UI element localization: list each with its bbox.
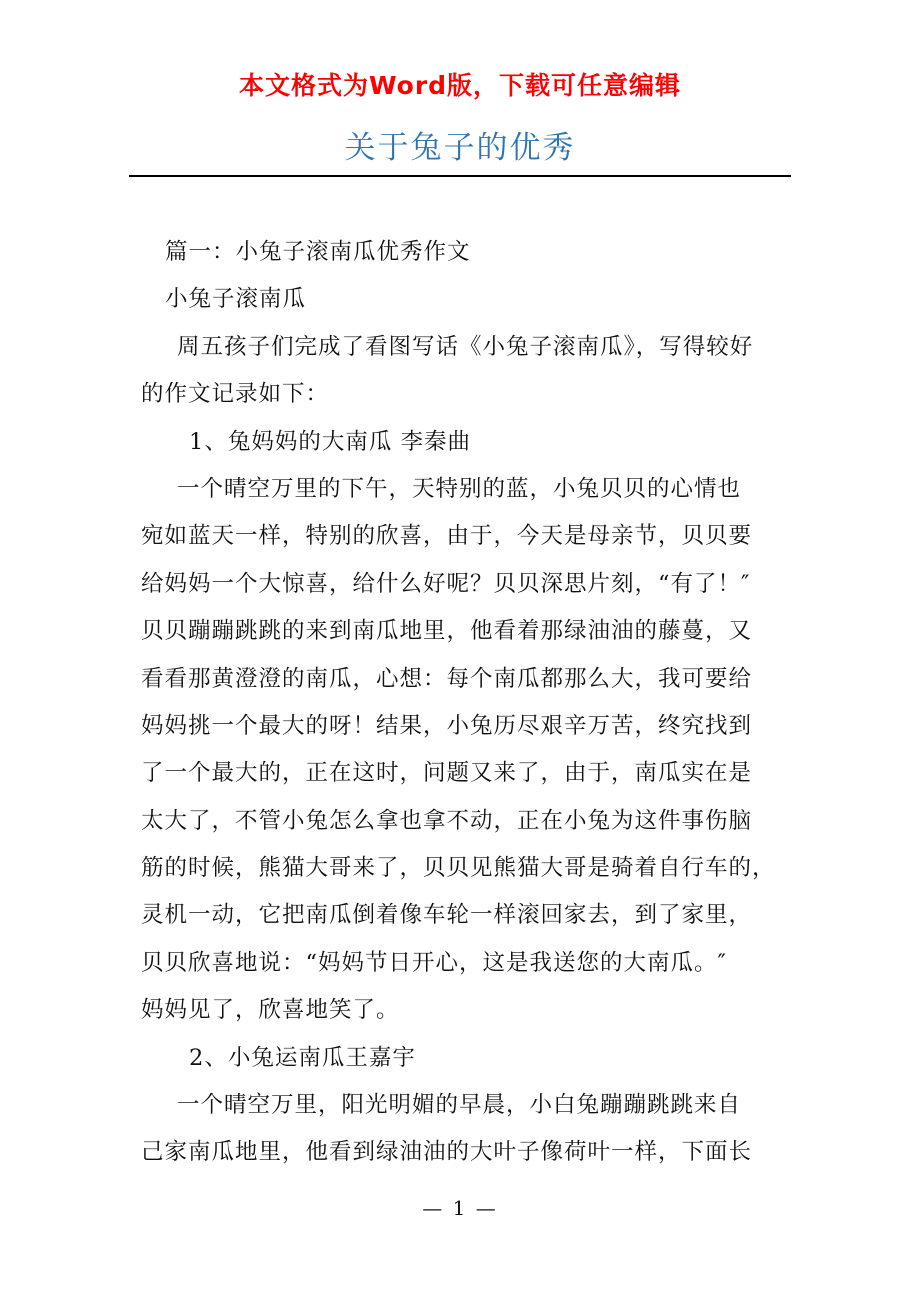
text-line: 贝贝蹦蹦跳跳的来到南瓜地里，他看着那绿油油的藤蔓，又	[141, 618, 753, 645]
text-line: 2、小兔运南瓜王嘉宇	[189, 1044, 416, 1071]
text-line: 篇一：小兔子滚南瓜优秀作文	[165, 239, 471, 265]
text-line: 给妈妈一个大惊喜，给什么好呢？贝贝深思片刻，“有了！″	[141, 570, 751, 597]
text-line: 看看那黄澄澄的南瓜，心想：每个南瓜都那么大，我可要给	[141, 665, 753, 692]
text-line: 的作文记录如下：	[141, 381, 330, 408]
format-notice-banner: 本文格式为Word版，下载可任意编辑	[238, 71, 682, 100]
text-line: 一个晴空万里的下午，天特别的蓝，小兔贝贝的心情也	[177, 475, 742, 502]
text-line: 周五孩子们完成了看图写话《小兔子滚南瓜》，写得较好	[177, 333, 754, 360]
document-body	[141, 232, 801, 1180]
text-line: 1、兔妈妈的大南瓜 李秦曲	[189, 428, 471, 455]
text-line: 太大了，不管小兔怎么拿也拿不动，正在小兔为这件事伤脑	[141, 807, 753, 834]
text-line: 一个晴空万里，阳光明媚的早晨，小白兔蹦蹦跳跳来自	[177, 1092, 742, 1119]
text-line: 妈妈见了，欣喜地笑了。	[141, 997, 400, 1024]
text-line: 妈妈挑一个最大的呀！结果，小兔历尽艰辛万苦，终究找到	[141, 712, 753, 739]
document-title: 关于兔子的优秀	[344, 130, 576, 166]
text-line: 了一个最大的，正在这时，问题又来了，由于，南瓜实在是	[141, 760, 753, 787]
text-line: 贝贝欣喜地说：“妈妈节日开心，这是我送您的大南瓜。″	[141, 949, 727, 976]
title-divider	[129, 175, 791, 177]
text-line: 灵机一动，它把南瓜倒着像车轮一样滚回家去，到了家里，	[141, 902, 753, 929]
text-line: 己家南瓜地里，他看到绿油油的大叶子像荷叶一样，下面长	[141, 1139, 753, 1166]
text-line: 宛如蓝天一样，特别的欣喜，由于，今天是母亲节，贝贝要	[141, 523, 753, 550]
page-number: — 1 —	[422, 1196, 498, 1220]
text-line: 筋的时候，熊猫大哥来了，贝贝见熊猫大哥是骑着自行车的，	[141, 855, 776, 882]
text-line: 小兔子滚南瓜	[165, 286, 307, 313]
